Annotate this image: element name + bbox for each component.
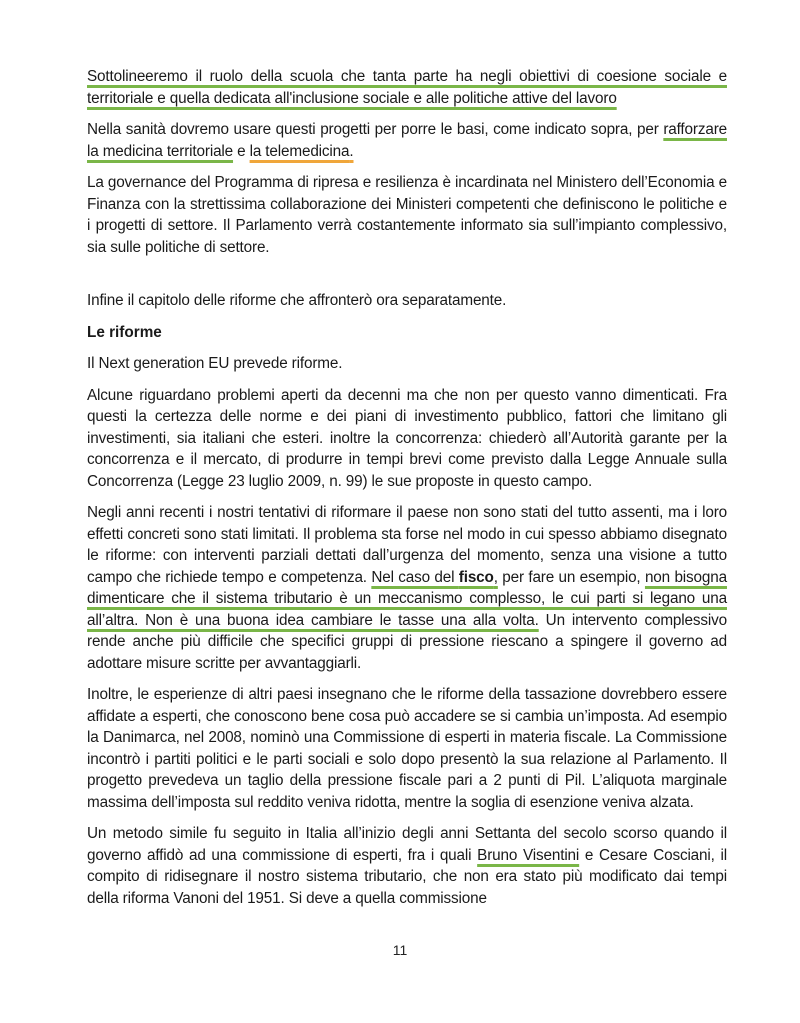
paragraph-governance: La governance del Programma di ripresa e resilienza è incardinata nel Ministero dell’Economia e Finanza con la strettissima collaborazione dei Ministeri competenti che definiscono le politiche e i progetti di settore. Il Parlamento verrà costantemente informato sia sull’impianto complessivo, sia sulle politiche di settore. (87, 174, 727, 256)
text-run: e Cesare Cosciani, il compito di ridisegnare il nostro sistema tributario, che non era stato più modificato dai tempi della riforma Vanoni del 1951. Si deve a quella commissione (87, 846, 727, 907)
text-run: Nel caso del (371, 568, 459, 586)
paragraph-chapter-intro: Infine il capitolo delle riforme che affronterò ora separatamente. (87, 292, 507, 309)
highlight-green (371, 569, 498, 586)
spacer (87, 268, 727, 290)
highlight-green: Sottolineeremo il ruolo della scuola che tanta parte ha negli obiettivi di coesione sociale e territoriale e quella dedicata all'inclusione sociale e alle politiche attive del lavoro (87, 68, 727, 107)
paragraph-reform-attempts (87, 502, 727, 674)
document-page (87, 66, 727, 919)
paragraph-school (87, 66, 727, 109)
text-run: Un intervento complessivo rende anche più difficile che specifici gruppi di pressione riescano a spingere il governo ad adottare misure scritte per avvantaggiarli. (87, 611, 727, 672)
page-number: 11 (392, 942, 408, 958)
text-run: Un metodo simile fu seguito in Italia all’inizio degli anni Settanta del secolo scorso quando il governo affidò ad una commissione di esperti, fra i quali (87, 825, 727, 864)
text-run: , (493, 568, 498, 586)
text-run: Nella sanità dovremo usare questi progetti per porre le basi, come indicato sopra, per (87, 121, 664, 138)
bold-term: fisco (458, 568, 494, 586)
highlight-green: Bruno Visentini (477, 846, 580, 864)
text-run: . (349, 142, 354, 160)
highlight-green: non bisogna dimenticare che il sistema tributario è un meccanismo complesso, le cui parti si legano una all’altra. Non è una buona idea cambiare le tasse una alla volta. (87, 568, 727, 629)
paragraph-italy-seventies (87, 823, 727, 909)
text-run: e (233, 142, 250, 160)
section-heading: Le riforme (87, 323, 162, 341)
paragraph-open-problems: Alcune riguardano problemi aperti da decenni ma che non per questo vanno dimenticati. Fra questi la certezza delle norme e dei piani di investimento pubblico, fattori che limitano gli investimenti, sia italiani che esteri. inoltre la concorrenza: chiederò all’Autorità garante per la concorrenza e il mercato, di produrre in tempi brevi come previsto dalla Legge Annuale sulla Concorrenza (Legge 23 luglio 2009, n. 99) le sue proposte in questo campo. (87, 386, 727, 490)
text-run: la telemedicina (249, 142, 350, 160)
paragraph-next-gen: Il Next generation EU prevede riforme. (87, 355, 343, 372)
paragraph-other-countries: Inoltre, le esperienze di altri paesi insegnano che le riforme della tassazione dovrebbero essere affidate a esperti, che conoscono bene cosa può accadere se si cambia un’imposta. Ad esempio la Danimarca, nel 2008, nominò una Commissione di esperti in materia fiscale. La Commissione incontrò i partiti politici e le parti sociali e solo dopo presentò la sua relazione al Parlamento. Il progetto prevedeva un taglio della pressione fiscale pari a 2 punti di Pil. L’aliquota marginale massima dell’imposta sul reddito veniva ridotta, mentre la soglia di esenzione veniva alzata. (87, 686, 727, 811)
paragraph-health (87, 119, 727, 162)
highlight-green: rafforzare la medicina territoriale (87, 121, 727, 160)
text-run: per fare un esempio, (497, 568, 645, 586)
highlight-orange (250, 143, 354, 160)
text-run: Negli anni recenti i nostri tentativi di riformare il paese non sono stati del tutto assenti, ma i loro effetti concreti sono stati limitati. Il problema sta forse nel modo in cui spesso abbiamo disegnato le riforme: con interventi parziali dettati dall’urgenza del momento, senza una visione a tutto campo che richiede tempo e competenza. (87, 504, 727, 586)
